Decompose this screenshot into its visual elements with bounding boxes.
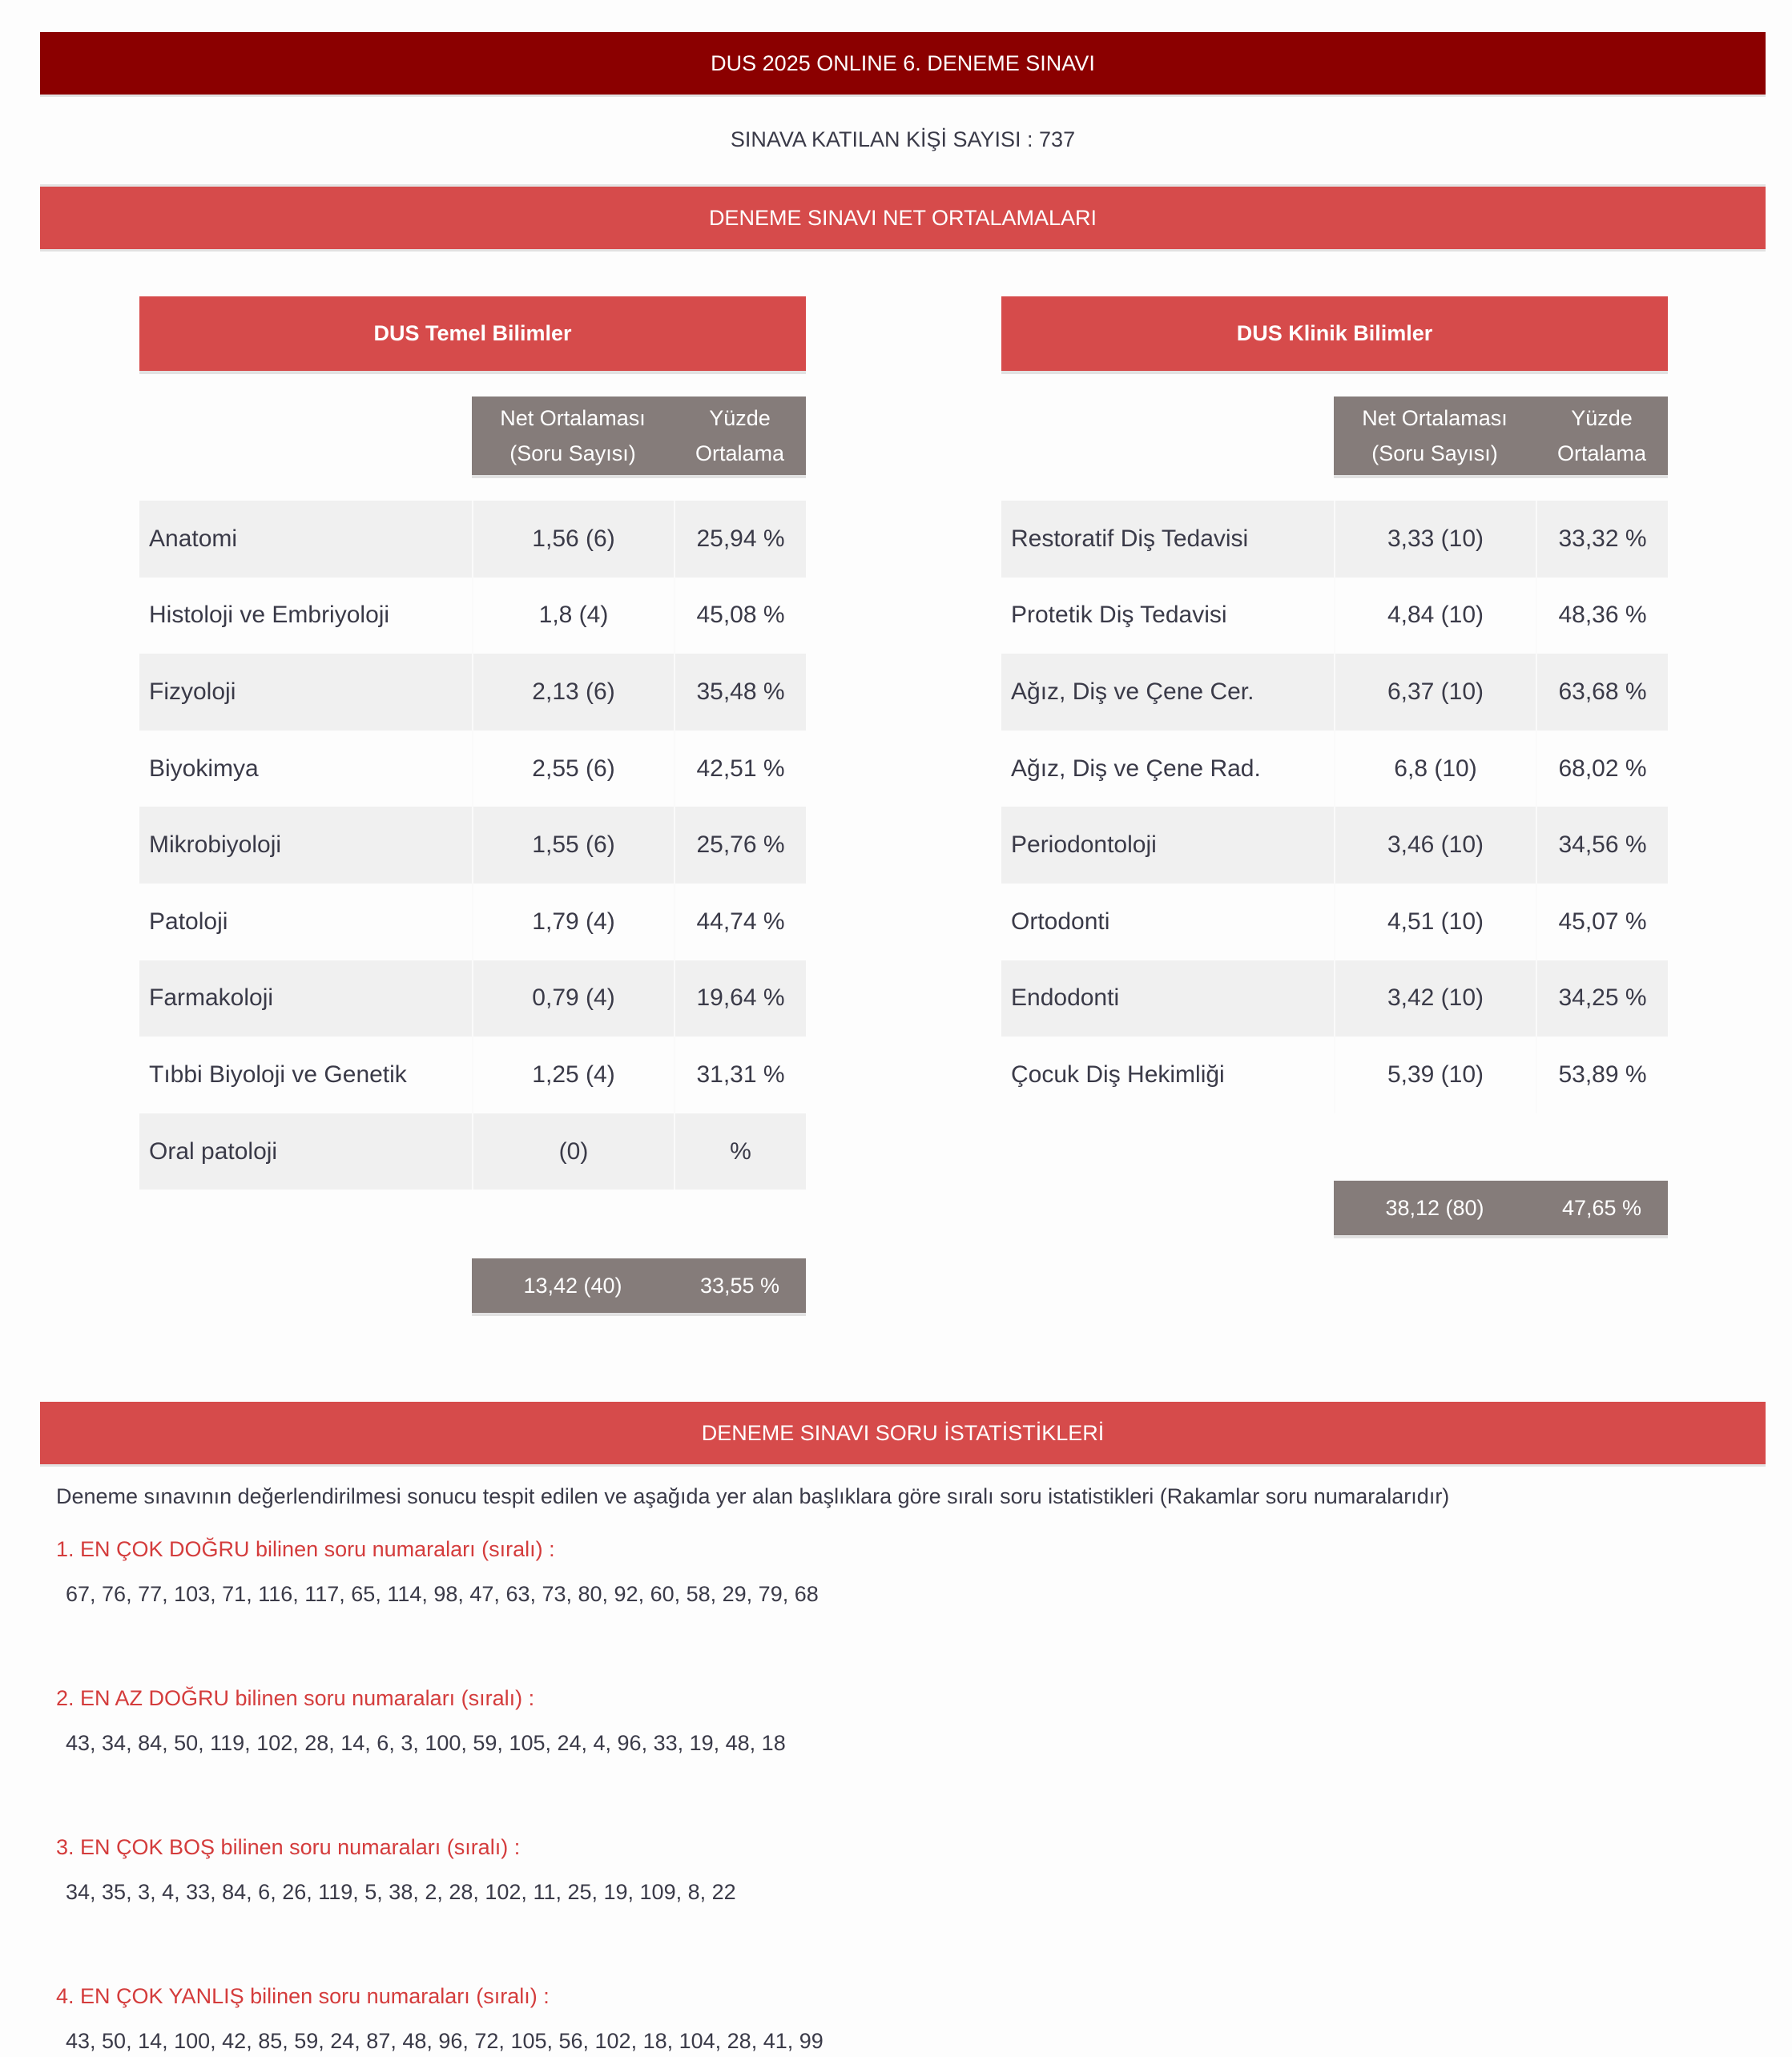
subject-name: Periodontoloji	[1011, 831, 1157, 859]
net-column-header	[472, 397, 674, 475]
exam-title: DUS 2025 ONLINE 6. DENEME SINAVI	[711, 51, 1095, 75]
table-row	[139, 501, 806, 578]
table-row	[1001, 1037, 1668, 1113]
percent-average: 42,51 %	[674, 731, 806, 807]
subject-name: Histoloji ve Embriyoloji	[149, 602, 390, 629]
klinik-column-header	[1334, 397, 1668, 475]
subject-name: Anatomi	[149, 525, 238, 552]
stats-list-most-empty	[56, 1831, 1738, 1908]
subject-name: Ortodonti	[1011, 908, 1110, 935]
table-row	[1001, 731, 1668, 807]
subject-name: Biyokimya	[149, 755, 259, 782]
stats-list-most-correct	[56, 1533, 1738, 1610]
averages-section-title: DENEME SINAVI NET ORTALAMALARI	[708, 206, 1097, 230]
stats-list-heading: 1. EN ÇOK DOĞRU bilinen soru numaraları (sıralı) :	[56, 1537, 555, 1561]
averages-section-bar	[40, 187, 1766, 249]
subject-name: Endodonti	[1011, 984, 1120, 1012]
net-average: 1,79 (4)	[472, 884, 674, 960]
temel-bilimler-panel	[139, 296, 806, 1190]
percent-average: 68,02 %	[1536, 731, 1668, 807]
table-row	[1001, 884, 1668, 960]
temel-rows	[139, 501, 806, 1190]
stats-body	[56, 1480, 1738, 2057]
subject-name: Farmakoloji	[149, 984, 274, 1012]
percent-average: 48,36 %	[1536, 578, 1668, 654]
net-average: (0)	[472, 1113, 674, 1190]
table-row	[139, 731, 806, 807]
subject-name: Patoloji	[149, 908, 228, 935]
percent-average: 31,31 %	[674, 1037, 806, 1113]
table-row	[1001, 578, 1668, 654]
percent-average: 45,07 %	[1536, 884, 1668, 960]
temel-column-header	[472, 397, 806, 475]
temel-bilimler-title: DUS Temel Bilimler	[139, 296, 806, 371]
subject-name: Tıbbi Biyoloji ve Genetik	[149, 1061, 407, 1088]
stats-list-most-wrong	[56, 1980, 1738, 2057]
klinik-bilimler-panel	[1001, 296, 1668, 1113]
table-row	[139, 1037, 806, 1113]
stats-list-numbers: 43, 34, 84, 50, 119, 102, 28, 14, 6, 3, 100, 59, 105, 24, 4, 96, 33, 19, 48, 18	[66, 1731, 786, 1755]
net-average: 4,51 (10)	[1334, 884, 1536, 960]
net-average: 1,25 (4)	[472, 1037, 674, 1113]
table-row	[1001, 654, 1668, 731]
percent-average: 34,56 %	[1536, 807, 1668, 884]
percent-average: 19,64 %	[674, 960, 806, 1037]
net-average: 2,55 (6)	[472, 731, 674, 807]
table-row	[1001, 501, 1668, 578]
participant-count: SINAVA KATILAN KİŞİ SAYISI : 737	[40, 95, 1766, 187]
table-row	[139, 807, 806, 884]
stats-section-title: DENEME SINAVI SORU İSTATİSTİKLERİ	[701, 1421, 1105, 1445]
percent-average: 63,68 %	[1536, 654, 1668, 731]
percent-average: 25,76 %	[674, 807, 806, 884]
net-average: 3,33 (10)	[1334, 501, 1536, 578]
temel-total-net: 13,42 (40)	[523, 1273, 622, 1298]
klinik-total-net: 38,12 (80)	[1385, 1195, 1484, 1220]
temel-total-row	[472, 1258, 806, 1313]
stats-list-numbers: 67, 76, 77, 103, 71, 116, 117, 65, 114, 98, 47, 63, 73, 80, 92, 60, 58, 29, 79, 68	[66, 1582, 819, 1606]
pct-header-line2: Ortalama	[695, 441, 785, 465]
table-row	[1001, 807, 1668, 884]
klinik-bilimler-title: DUS Klinik Bilimler	[1001, 296, 1668, 371]
table-row	[139, 654, 806, 731]
subject-name: Fizyoloji	[149, 678, 236, 705]
table-row	[139, 1113, 806, 1190]
net-average: 4,84 (10)	[1334, 578, 1536, 654]
subject-name: Protetik Diş Tedavisi	[1011, 602, 1227, 629]
subject-name: Mikrobiyoloji	[149, 831, 282, 859]
table-row	[139, 578, 806, 654]
pct-header-line1: Yüzde	[709, 406, 771, 430]
net-average: 6,8 (10)	[1334, 731, 1536, 807]
net-average: 3,42 (10)	[1334, 960, 1536, 1037]
stats-list-numbers: 43, 50, 14, 100, 42, 85, 59, 24, 87, 48, 96, 72, 105, 56, 102, 18, 104, 28, 41, 99	[66, 2029, 824, 2053]
subject-name: Ağız, Diş ve Çene Cer.	[1011, 678, 1254, 705]
pct-column-header	[1536, 397, 1668, 475]
stats-list-heading: 4. EN ÇOK YANLIŞ bilinen soru numaraları (sıralı) :	[56, 1984, 550, 2008]
net-column-header	[1334, 397, 1536, 475]
net-average: 1,56 (6)	[472, 501, 674, 578]
exam-title-bar	[40, 32, 1766, 95]
percent-average: %	[674, 1113, 806, 1190]
stats-list-heading: 3. EN ÇOK BOŞ bilinen soru numaraları (sıralı) :	[56, 1835, 521, 1859]
net-average: 1,8 (4)	[472, 578, 674, 654]
percent-average: 45,08 %	[674, 578, 806, 654]
table-row	[139, 960, 806, 1037]
net-header-line1: Net Ortalaması	[1362, 406, 1508, 430]
net-average: 3,46 (10)	[1334, 807, 1536, 884]
klinik-total-row	[1334, 1181, 1668, 1235]
percent-average: 44,74 %	[674, 884, 806, 960]
net-header-line1: Net Ortalaması	[500, 406, 646, 430]
net-header-line2: (Soru Sayısı)	[1371, 441, 1498, 465]
stats-list-numbers: 34, 35, 3, 4, 33, 84, 6, 26, 119, 5, 38, 2, 28, 102, 11, 25, 19, 109, 8, 22	[66, 1880, 736, 1904]
percent-average: 34,25 %	[1536, 960, 1668, 1037]
subject-name: Restoratif Diş Tedavisi	[1011, 525, 1249, 552]
subject-name: Çocuk Diş Hekimliği	[1011, 1061, 1225, 1088]
percent-average: 33,32 %	[1536, 501, 1668, 578]
stats-list-heading: 2. EN AZ DOĞRU bilinen soru numaraları (sıralı) :	[56, 1686, 535, 1710]
net-average: 2,13 (6)	[472, 654, 674, 731]
net-average: 1,55 (6)	[472, 807, 674, 884]
percent-average: 25,94 %	[674, 501, 806, 578]
stats-intro: Deneme sınavının değerlendirilmesi sonucu tespit edilen ve aşağıda yer alan başlıklara göre sıralı soru istatistikleri (Rakamlar soru numaralarıdır)	[56, 1484, 1450, 1508]
table-row	[139, 884, 806, 960]
stats-list-least-correct	[56, 1682, 1738, 1759]
klinik-rows	[1001, 501, 1668, 1113]
temel-total-pct: 33,55 %	[699, 1273, 780, 1298]
net-header-line2: (Soru Sayısı)	[509, 441, 636, 465]
table-row	[1001, 960, 1668, 1037]
percent-average: 53,89 %	[1536, 1037, 1668, 1113]
percent-average: 35,48 %	[674, 654, 806, 731]
pct-column-header	[674, 397, 806, 475]
subject-name: Oral patoloji	[149, 1137, 278, 1165]
stats-section-bar	[40, 1402, 1766, 1464]
pct-header-line1: Yüzde	[1571, 406, 1633, 430]
subject-name: Ağız, Diş ve Çene Rad.	[1011, 755, 1261, 782]
klinik-total-pct: 47,65 %	[1561, 1195, 1642, 1220]
pct-header-line2: Ortalama	[1556, 441, 1647, 465]
net-average: 0,79 (4)	[472, 960, 674, 1037]
net-average: 5,39 (10)	[1334, 1037, 1536, 1113]
net-average: 6,37 (10)	[1334, 654, 1536, 731]
